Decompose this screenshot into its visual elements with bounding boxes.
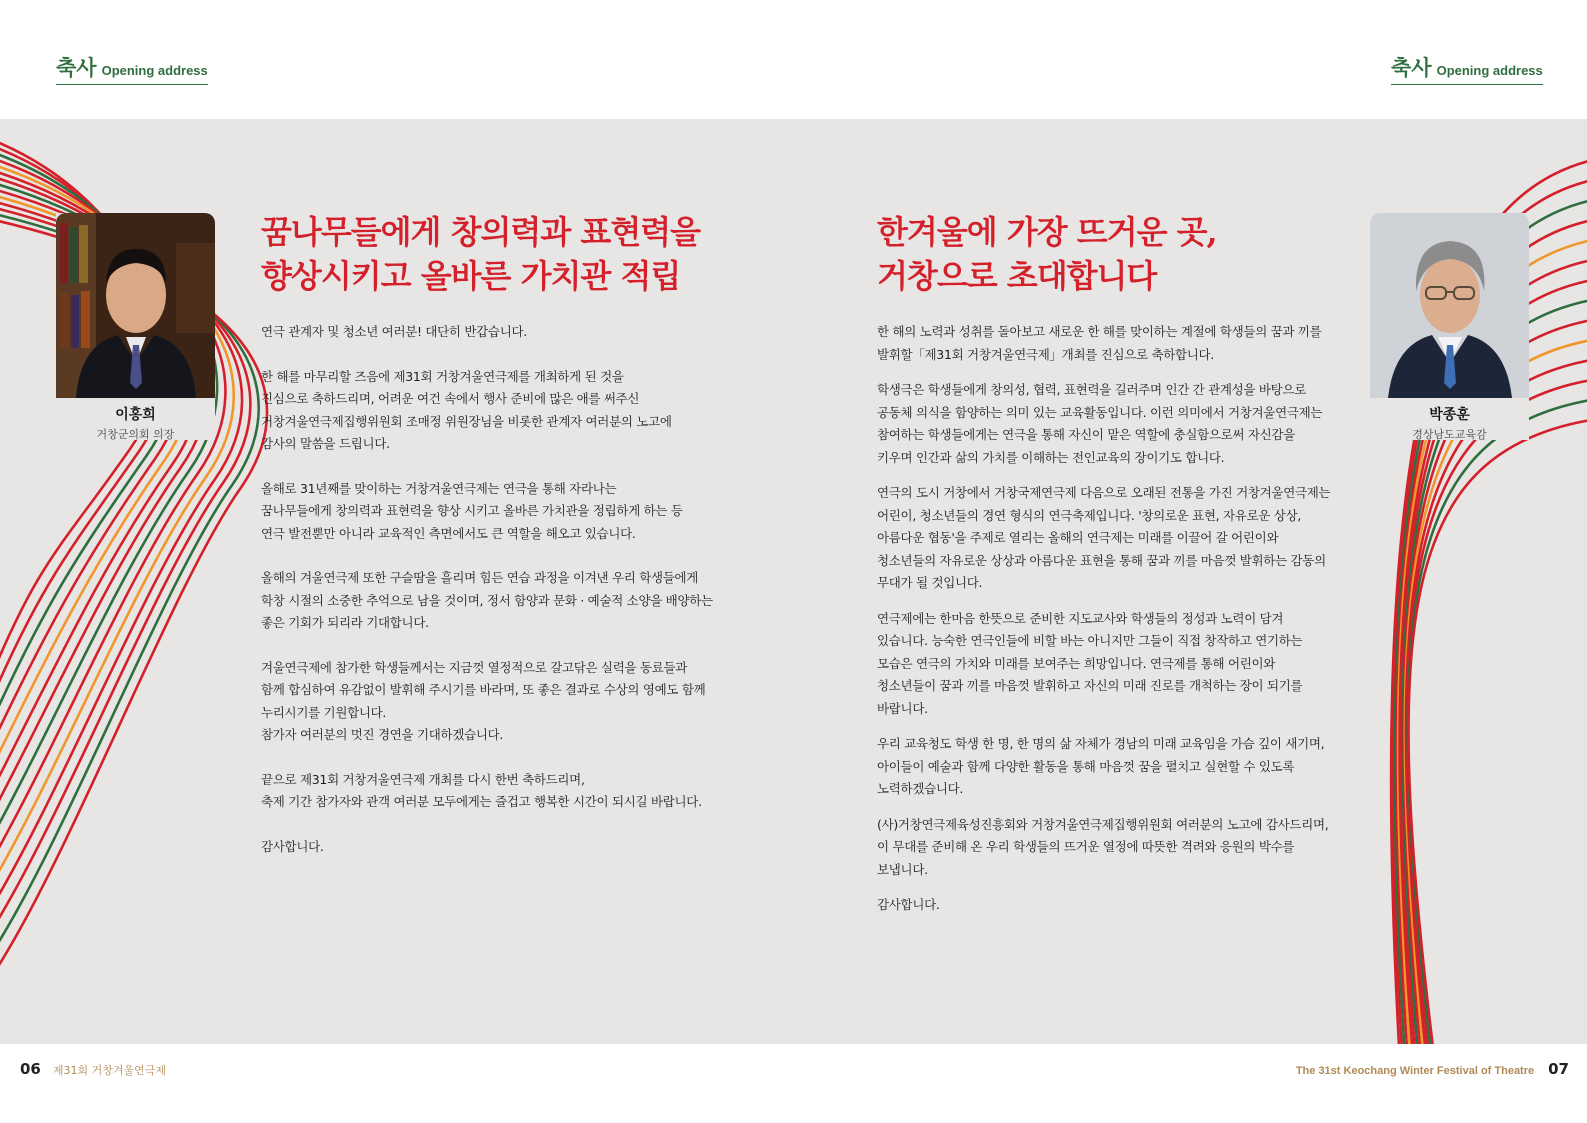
address-body-right	[877, 321, 1330, 930]
paragraph-line: 함께 합심하여 유감없이 발휘해 주시기를 바라며, 또 좋은 결과로 수상의 영예도 함께	[261, 682, 706, 697]
swirl-line-right	[1406, 359, 1587, 1044]
paragraph-line: 끝으로 제31회 거창겨울연극제 개최를 다시 한번 축하드리며,	[261, 771, 585, 787]
paragraph-line: 학창 시절의 소중한 추억으로 남을 것이며, 정서 함양과 문화 · 예술적 소양을 배양하는	[261, 592, 713, 608]
paragraph-line: 공동체 의식을 함양하는 의미 있는 교육활동입니다. 이런 의미에서 거창겨울연극제는	[877, 404, 1323, 420]
paragraph-line: 참가자 여러분의 멋진 경연을 기대하겠습니다.	[261, 727, 504, 742]
paragraph-line: 올해의 겨울연극제 또한 구슬땀을 흘리며 힘든 연습 과정을 이겨낸 우리 학생들에게	[261, 570, 699, 585]
content-background	[0, 119, 1587, 1044]
paragraph-line: 어린이, 청소년들의 경연 형식의 연극축제입니다. '창의로운 표현, 자유로운 상상,	[877, 507, 1302, 523]
paragraph-line: 청소년들이 꿈과 끼를 마음껏 발휘하고 자신의 미래 진로를 개척하는 장이 되기를	[877, 678, 1303, 693]
section-title-en: Opening address	[101, 63, 208, 78]
paragraph-line: 있습니다. 능숙한 연극인들에 비할 바는 아니지만 그들이 직접 창작하고 연기하는	[877, 633, 1303, 648]
paragraph-line: 참여하는 학생들에게는 연극을 통해 자신이 맡은 역할에 충실함으로써 자신감을	[877, 427, 1295, 442]
section-title-en: Opening address	[1436, 63, 1543, 78]
address-paragraph	[261, 657, 713, 747]
paragraph-line: 아름다운 협동'을 주제로 열리는 올해의 연극제는 미래를 이끌어 갈 어린이와	[877, 530, 1279, 545]
headline-line: 한겨울에 가장 뜨거운 곳,	[877, 213, 1217, 251]
paragraph-line: 연극 관계자 및 청소년 여러분! 대단히 반갑습니다.	[261, 324, 527, 339]
speaker-name: 박종훈	[1429, 407, 1470, 423]
paragraph-line: 이 무대를 준비해 온 우리 학생들의 뜨거운 열정에 따뜻한 격려와 응원의 박수를	[877, 839, 1295, 854]
paragraph-line: 노력하겠습니다.	[877, 781, 964, 796]
decorative-swirl-lines	[0, 119, 1587, 1044]
paragraph-line: 한 해의 노력과 성취를 돌아보고 새로운 한 해를 맞이하는 계절에 학생들의 꿈과 끼를	[877, 324, 1322, 339]
speaker-role: 경상남도교육감	[1412, 428, 1487, 441]
page-number: 07	[1548, 1060, 1569, 1078]
headline-left	[261, 210, 700, 298]
paragraph-line: 연극 발전뿐만 아니라 교육적인 측면에서도 큰 역할을 해오고 있습니다.	[261, 525, 636, 541]
headline-right	[877, 210, 1217, 298]
festival-name: The 31st Keochang Winter Festival of Theatre	[1295, 1065, 1535, 1077]
paragraph-line: 청소년들의 자유로운 상상과 아름다운 표현을 통해 꿈과 끼를 마음껏 발휘하는 감동의	[877, 552, 1326, 568]
paragraph-line: 진심으로 축하드리며, 어려운 여건 속에서 행사 준비에 많은 애를 써주신	[261, 391, 640, 406]
paragraph-line: 거창겨울연극제집행위원회 조매정 위원장님을 비롯한 관계자 여러분의 노고에	[261, 413, 672, 429]
address-paragraph	[877, 379, 1330, 469]
speaker-name: 이홍희	[115, 407, 156, 423]
paragraph-line: 아이들이 예술과 함께 다양한 활동을 통해 마음껏 꿈을 펼치고 실현할 수 있도록	[877, 758, 1295, 774]
paragraph-line: 누리시기를 기원합니다.	[261, 704, 387, 720]
paragraph-line: 바랍니다.	[877, 700, 928, 716]
address-paragraph	[877, 482, 1330, 595]
speaker-photo	[1370, 213, 1529, 398]
headline-line: 거창으로 초대합니다	[877, 257, 1157, 295]
paragraph-line: 무대가 될 것입니다.	[877, 575, 983, 590]
paragraph-line: 축제 기간 참가자와 관객 여러분 모두에게는 즐겁고 행복한 시간이 되시길 바랍니다.	[261, 794, 702, 809]
address-paragraph	[261, 321, 713, 344]
paragraph-line: 올해로 31년째를 맞이하는 거창겨울연극제는 연극을 통해 자라나는	[261, 480, 617, 496]
section-tag-right	[1391, 52, 1543, 85]
paragraph-line: (사)거창연극제육성진흥회와 거창겨울연극제집행위원회 여러분의 노고에 감사드리며,	[877, 816, 1329, 832]
paragraph-line: 감사의 말씀을 드립니다.	[261, 436, 390, 451]
paragraph-line: 꿈나무들에게 창의력과 표현력을 향상 시키고 올바른 가치관을 정립하게 하는 등	[261, 503, 683, 518]
section-tag-left	[56, 52, 208, 85]
paragraph-line: 키우며 인간과 삶의 가치를 이해하는 전인교육의 장이기도 합니다.	[877, 449, 1225, 465]
address-paragraph	[877, 321, 1330, 366]
paragraph-line: 좋은 기회가 되리라 기대합니다.	[261, 615, 429, 630]
address-paragraph	[877, 608, 1330, 721]
address-paragraph	[261, 366, 713, 456]
address-paragraph	[877, 733, 1330, 801]
paragraph-line: 모습은 연극의 가치와 미래를 보여주는 희망입니다. 연극제를 통해 어린이와	[877, 655, 1276, 671]
swirl-line-right	[1407, 379, 1587, 1044]
section-title-ko: 축사	[56, 56, 97, 80]
address-paragraph	[877, 814, 1330, 882]
headline-line: 꿈나무들에게 창의력과 표현력을	[261, 213, 701, 251]
section-title-ko: 축사	[1391, 56, 1432, 80]
paragraph-line: 우리 교육청도 학생 한 명, 한 명의 삶 자체가 경남의 미래 교육임을 가슴 깊이 새기며,	[877, 736, 1325, 751]
page-number: 06	[20, 1060, 41, 1078]
address-paragraph	[261, 478, 713, 546]
headline-line: 향상시키고 올바른 가치관 적립	[261, 257, 681, 295]
footer-left	[20, 1060, 166, 1078]
paragraph-line: 보냅니다.	[877, 861, 928, 877]
speaker-card-left	[56, 213, 215, 440]
paragraph-line: 감사합니다.	[261, 838, 324, 854]
paragraph-line: 학생극은 학생들에게 창의성, 협력, 표현력을 길러주며 인간 간 관계성을 바탕으로	[877, 382, 1306, 397]
paragraph-line: 연극의 도시 거창에서 거창국제연극제 다음으로 오래된 전통을 가진 거창겨울연극제는	[877, 485, 1331, 500]
address-paragraph	[261, 836, 713, 859]
speaker-role: 거창군의회 의장	[96, 428, 175, 441]
paragraph-line: 발휘할「제31회 거창겨울연극제」개최를 진심으로 축하합니다.	[877, 346, 1215, 362]
paragraph-line: 감사합니다.	[877, 897, 940, 912]
footer-right	[1296, 1060, 1569, 1078]
address-body-left	[261, 321, 713, 880]
paragraph-line: 한 해를 마무리할 즈음에 제31회 거창겨울연극제를 개최하게 된 것을	[261, 368, 624, 384]
address-paragraph	[261, 567, 713, 635]
paragraph-line: 연극제에는 한마음 한뜻으로 준비한 지도교사와 학생들의 정성과 노력이 담겨	[877, 610, 1284, 626]
paragraph-line: 겨울연극제에 참가한 학생들께서는 지금껏 열정적으로 갈고닦은 실력을 동료들과	[261, 659, 688, 675]
address-paragraph	[877, 894, 1330, 917]
festival-name: 제31회 거창겨울연극제	[52, 1064, 167, 1077]
speaker-card-right	[1370, 213, 1529, 440]
speaker-photo	[56, 213, 215, 398]
address-paragraph	[261, 769, 713, 814]
